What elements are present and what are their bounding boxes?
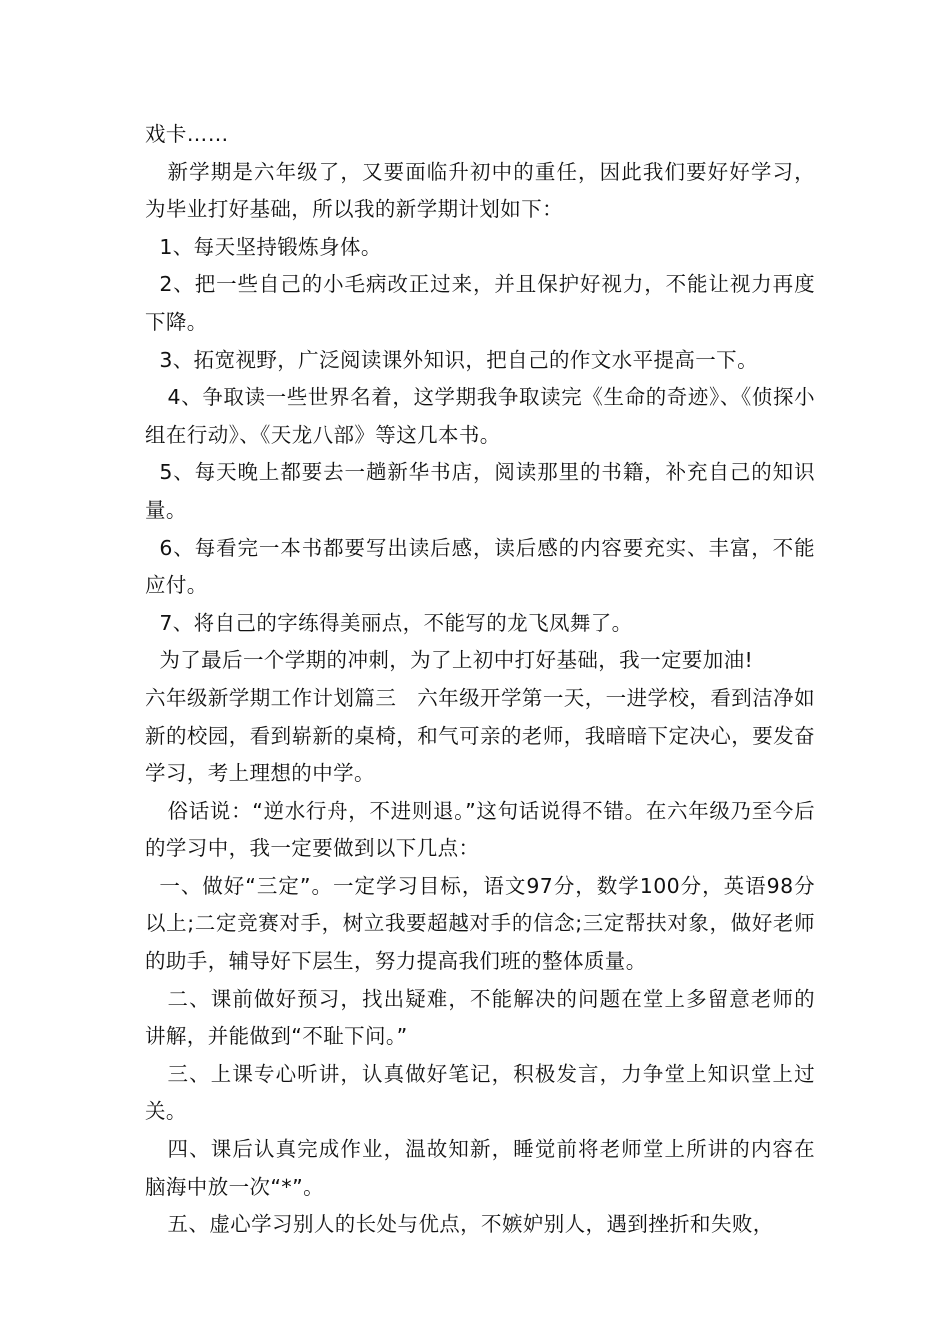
list-item: 二、课前做好预习，找出疑难，不能解决的问题在堂上多留意老师的讲解，并能做到“不耻下问。” bbox=[145, 986, 815, 1049]
list-item: 2、把一些自己的小毛病改正过来，并且保护好视力，不能让视力再度下降。 bbox=[145, 272, 815, 334]
list-item: 五、虚心学习别人的长处与优点，不嫉妒别人，遇到挫折和失败， bbox=[167, 1212, 774, 1237]
paragraph: 戏卡…… bbox=[145, 122, 229, 146]
paragraph: 新学期是六年级了，又要面临升初中的重任，因此我们要好好学习，为毕业打好基础，所以我的新学期计划如下： bbox=[145, 159, 815, 222]
list-item: 四、课后认真完成作业，温故知新，睡觉前将老师堂上所讲的内容在脑海中放一次“*”。 bbox=[145, 1137, 815, 1199]
section-heading-paragraph: 六年级新学期工作计划篇三 六年级开学第一天，一进学校，看到洁净如新的校园，看到崭新的桌椅，和气可亲的老师，我暗暗下定决心，要发奋学习，考上理想的中学。 bbox=[145, 685, 815, 786]
list-item: 6、每看完一本书都要写出读后感，读后感的内容要充实、丰富，不能应付。 bbox=[145, 535, 815, 598]
list-item: 5、每天晚上都要去一趟新华书店，阅读那里的书籍，补充自己的知识量。 bbox=[145, 460, 815, 522]
document-body bbox=[145, 116, 815, 1244]
list-item: 一、做好“三定”。一定学习目标，语文97分，数学100分，英语98分以上;二定竞赛对手，树立我要超越对手的信念;三定帮扶对象，做好老师的助手，辅导好下层生，努力提高我们班的整体质量。 bbox=[145, 873, 815, 974]
list-item: 1、每天坚持锻炼身体。 bbox=[159, 234, 382, 259]
paragraph: 为了最后一个学期的冲刺，为了上初中打好基础，我一定要加油! bbox=[159, 648, 754, 673]
list-item: 3、拓宽视野，广泛阅读课外知识，把自己的作文水平提高一下。 bbox=[159, 347, 758, 372]
list-item: 4、争取读一些世界名着，这学期我争取读完《生命的奇迹》、《侦探小组在行动》、《天龙八部》等这几本书。 bbox=[145, 385, 815, 447]
paragraph: 俗话说：“逆水行舟，不进则退。”这句话说得不错。在六年级乃至今后的学习中，我一定要做到以下几点： bbox=[145, 798, 815, 861]
list-item: 7、将自己的字练得美丽点，不能写的龙飞凤舞了。 bbox=[159, 610, 633, 635]
list-item: 三、上课专心听讲，认真做好笔记，积极发言，力争堂上知识堂上过关。 bbox=[145, 1061, 815, 1124]
